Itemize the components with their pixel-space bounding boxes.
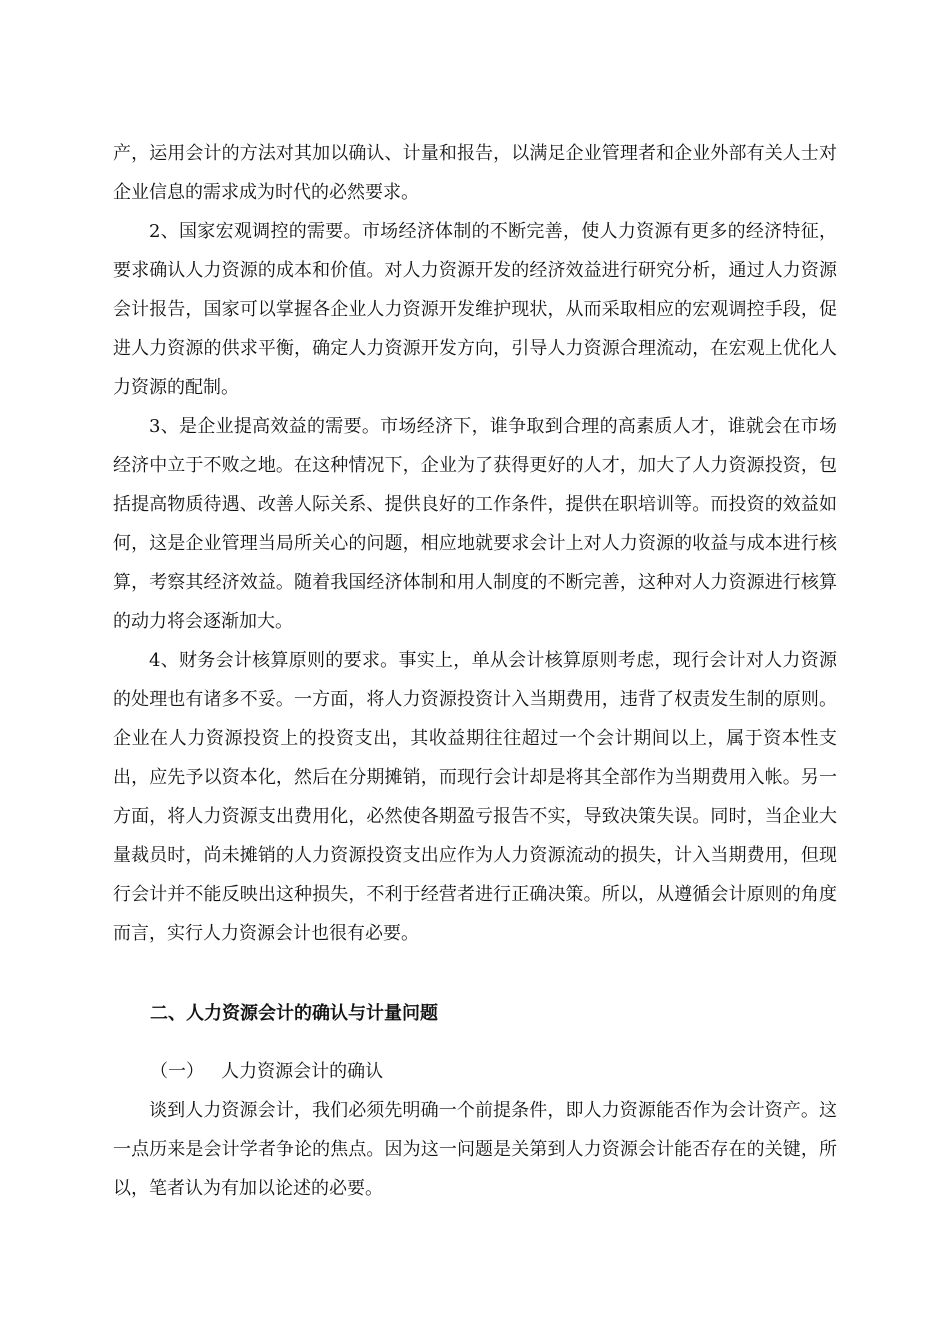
paragraph-continuation: 产，运用会计的方法对其加以确认、计量和报告，以满足企业管理者和企业外部有关人士对企业信息的需求成为时代的必然要求。 bbox=[113, 143, 837, 203]
body-text-bottom bbox=[113, 1091, 837, 1208]
subsection-heading: （一） 人力资源会计的确认 bbox=[150, 1061, 384, 1082]
paragraph-macro-control: 2、国家宏观调控的需要。市场经济体制的不断完善，使人力资源有更多的经济特征，要求确认人力资源的成本和价值。对人力资源开发的经济效益进行研究分析，通过人力资源会计报告，国家可以掌握各企业人力资源开发维护现状，从而采取相应的宏观调控手段，促进人力资源的供求平衡，确定人力资源开发方向，引导人力资源合理流动，在宏观上优化人力资源的配制。 bbox=[113, 221, 837, 398]
paragraph-accounting-principles: 4、财务会计核算原则的要求。事实上，单从会计核算原则考虑，现行会计对人力资源的处理也有诸多不妥。一方面，将人力资源投资计入当期费用，违背了权责发生制的原则。企业在人力资源投资上的投资支出，其收益期往往超过一个会计期间以上，属于资本性支出，应先予以资本化，然后在分期摊销，而现行会计却是将其全部作为当期费用入帐。另一方面，将人力资源支出费用化，必然使各期盈亏报告不实，导致决策失误。同时，当企业大量裁员时，尚未摊销的人力资源投资支出应作为人力资源流动的损失，计入当期费用，但现行会计并不能反映出这种损失，不利于经营者进行正确决策。所以，从遵循会计原则的角度而言，实行人力资源会计也很有必要。 bbox=[113, 650, 837, 944]
paragraph-enterprise-benefit: 3、是企业提高效益的需要。市场经济下，谁争取到合理的高素质人才，谁就会在市场经济中立于不败之地。在这种情况下，企业为了获得更好的人才，加大了人力资源投资，包括提高物质待遇、改善人际关系、提供良好的工作条件，提供在职培训等。而投资的效益如何，这是企业管理当局所关心的问题，相应地就要求会计上对人力资源的收益与成本进行核算，考察其经济效益。随着我国经济体制和用人制度的不断完善，这种对人力资源进行核算的动力将会逐渐加大。 bbox=[113, 416, 837, 632]
body-text-top bbox=[113, 134, 837, 953]
section-heading: 二、人力资源会计的确认与计量问题 bbox=[150, 1003, 438, 1024]
paragraph-recognition-intro: 谈到人力资源会计，我们必须先明确一个前提条件，即人力资源能否作为会计资产。这一点历来是会计学者争论的焦点。因为这一问题是关第到人力资源会计能否存在的关键，所以，笔者认为有加以论述的必要。 bbox=[113, 1100, 837, 1199]
